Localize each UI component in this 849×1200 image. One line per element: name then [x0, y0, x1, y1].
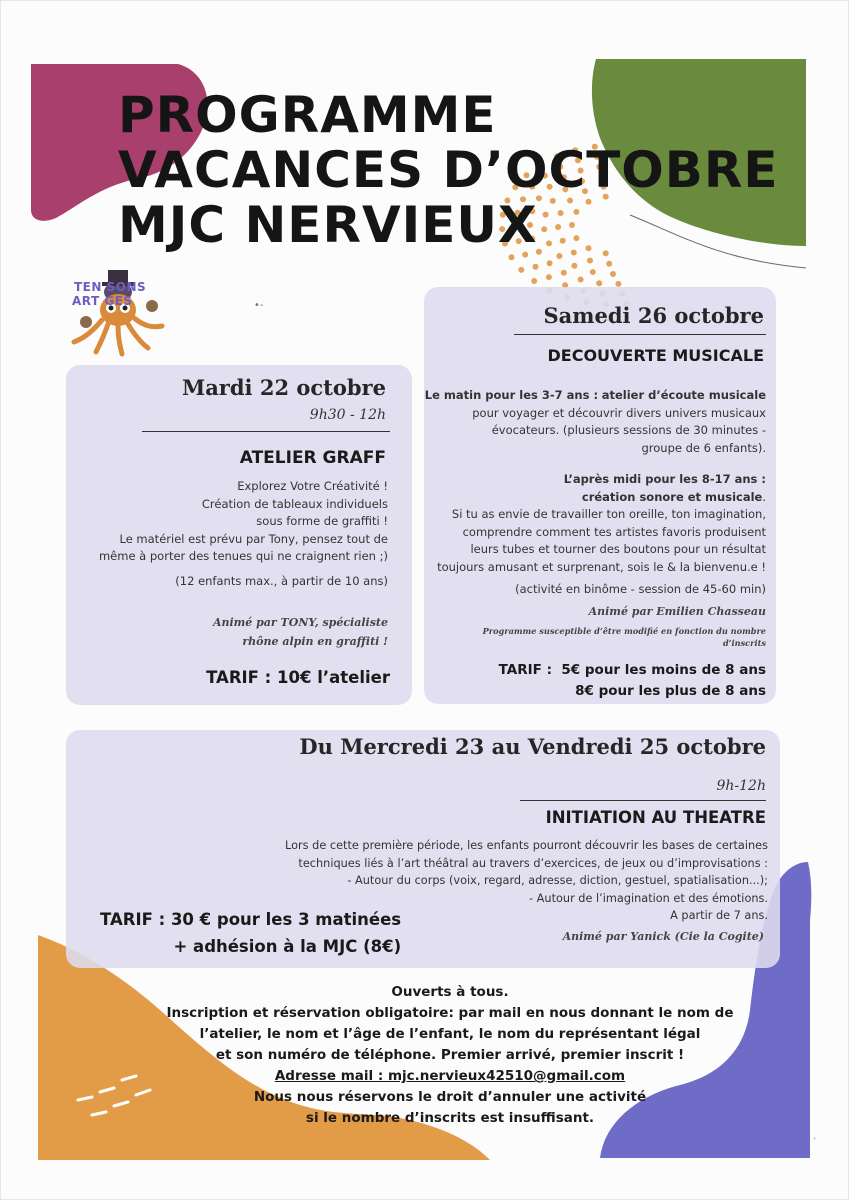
decorative-dot	[571, 263, 577, 269]
card-session-info: (activité en binôme - session de 45-60 min)	[515, 582, 766, 596]
morning-intro: Le matin pour les 3-7 ans :	[424, 388, 599, 402]
card-afternoon-session	[421, 471, 766, 576]
description-line: techniques liés à l’art théâtral au travers d’exercices, de jeux ou d’improvisations :	[298, 856, 768, 870]
card-description	[68, 478, 388, 566]
tarif-line: 5€ pour les moins de 8 ans	[561, 662, 766, 678]
card-heading: DECOUVERTE MUSICALE	[547, 346, 764, 365]
note-line: Programme susceptible d’être modifié en fonction du nombre	[482, 626, 766, 636]
organizer-logo	[66, 262, 170, 358]
tarif-line: TARIF : 30 € pour les 3 matinées	[100, 910, 402, 929]
decorative-dot	[533, 264, 539, 270]
divider	[520, 800, 766, 801]
decorative-dot	[546, 274, 552, 280]
description-line: - Autour de l’imagination et des émotions.	[529, 891, 768, 905]
tarif-label: TARIF :	[498, 662, 552, 678]
card-date: Mardi 22 octobre	[181, 375, 386, 400]
footer-line: l’atelier, le nom et l’âge de l’enfant, le nom du représentant légal	[199, 1026, 701, 1042]
afternoon-line: comprendre comment tes artistes favoris produisent	[462, 524, 766, 539]
tarif-line: 8€ pour les plus de 8 ans	[575, 683, 766, 699]
decorative-dot	[561, 270, 567, 276]
card-tarif	[100, 906, 401, 960]
footer-line: et son numéro de téléphone. Premier arrivé, premier inscrit !	[215, 1047, 685, 1063]
registration-info	[100, 982, 800, 1129]
morning-line: groupe de 6 enfants).	[641, 440, 766, 455]
description-line: Lors de cette première période, les enfants pourront découvrir les bases de certaines	[285, 839, 768, 852]
animator-line: Animé par TONY, spécialiste	[212, 616, 388, 629]
description-line: Explorez Votre Créativité !	[237, 479, 388, 493]
morning-line: évocateurs. (plusieurs sessions de 30 minutes -	[491, 423, 766, 437]
tarif-line: + adhésion à la MJC (8€)	[173, 937, 402, 956]
card-tarif: TARIF : 10€ l’atelier	[206, 668, 390, 687]
card-decouverte-musicale	[424, 287, 776, 704]
decorative-dot	[578, 277, 584, 283]
decorative-dot	[610, 271, 616, 277]
card-animator: Animé par Yanick (Cie la Cogite)	[562, 930, 764, 943]
card-heading: ATELIER GRAFF	[239, 448, 386, 468]
card-atelier-graff	[66, 365, 412, 705]
afternoon-line: leurs tubes et tourner des boutons pour un résultat	[470, 542, 766, 556]
card-animator	[213, 613, 388, 651]
animator-line: rhône alpin en graffiti !	[242, 635, 388, 648]
description-line: A partir de 7 ans.	[670, 909, 768, 922]
card-heading: INITIATION AU THEATRE	[545, 808, 766, 827]
page-title	[118, 86, 779, 254]
decorative-dot	[547, 260, 553, 266]
footer-line: Ouverts à tous.	[391, 984, 509, 1000]
divider	[142, 431, 390, 432]
card-tarif	[499, 660, 766, 702]
footer-line: Inscription et réservation obligatoire: par mail en nous donnant le nom de	[166, 1005, 734, 1021]
morning-title: atelier d’écoute musicale	[601, 388, 766, 402]
title-line-1: PROGRAMME	[118, 86, 497, 144]
decorative-dot	[606, 261, 612, 267]
title-line-3: MJC NERVIEUX	[118, 196, 538, 254]
morning-header	[421, 387, 766, 405]
email-address[interactable]: Adresse mail : mjc.nervieux42510@gmail.com	[274, 1068, 626, 1084]
decorative-dot	[531, 278, 537, 284]
description-line: même à porter des tenues qui ne craignent rien ;)	[98, 549, 388, 563]
afternoon-intro: L’après midi pour les 8-17 ans :	[563, 472, 766, 486]
afternoon-title: création sonore et musicale	[581, 489, 763, 504]
decorative-dot	[587, 258, 593, 264]
description-line: Création de tableaux individuels	[201, 496, 388, 511]
octopus-mascot-icon	[66, 262, 170, 358]
card-time: 9h30 - 12h	[309, 407, 386, 423]
decorative-dot	[509, 254, 515, 260]
card-date: Samedi 26 octobre	[543, 303, 764, 328]
logo-text-line-1: TEN SONS	[74, 280, 147, 294]
afternoon-title-end: .	[762, 489, 766, 504]
card-date: Du Mercredi 23 au Vendredi 25 octobre	[299, 734, 766, 759]
title-line-2: VACANCES D’OCTOBRE	[118, 141, 779, 199]
description-line: sous forme de graffiti !	[256, 514, 388, 528]
decorative-dot	[590, 269, 596, 275]
card-time: 9h-12h	[716, 778, 766, 794]
card-conditions: (12 enfants max., à partir de 10 ans)	[175, 574, 388, 588]
afternoon-line: Si tu as envie de travailler ton oreille, ton imagination,	[451, 507, 766, 521]
morning-line: pour voyager et découvrir divers univers musicaux	[472, 405, 766, 420]
logo-text-line-2: ART GES	[72, 294, 133, 308]
footer-line: si le nombre d’inscrits est insuffisant.	[305, 1110, 595, 1126]
scan-mark: •‑	[254, 300, 264, 311]
decorative-dot	[556, 253, 562, 259]
description-line: - Autour du corps (voix, regard, adresse, diction, gestuel, spatialisation...);	[347, 874, 768, 887]
scan-mark: ·	[813, 1134, 817, 1145]
card-morning-session	[421, 387, 766, 457]
divider	[514, 334, 766, 335]
decorative-dot	[615, 281, 621, 287]
afternoon-line: toujours amusant et surprenant, sois le & la bienvenu.e !	[437, 559, 766, 574]
card-animator: Animé par Emilien Chasseau	[588, 605, 766, 618]
note-line: d’inscrits	[722, 638, 766, 648]
footer-line: Nous nous réservons le droit d’annuler une activité	[253, 1089, 647, 1105]
card-initiation-theatre	[66, 730, 780, 968]
decorative-dot	[596, 280, 602, 286]
decorative-dot	[518, 267, 524, 273]
description-line: Le matériel est prévu par Tony, pensez tout de	[119, 531, 388, 546]
card-note	[483, 625, 766, 649]
